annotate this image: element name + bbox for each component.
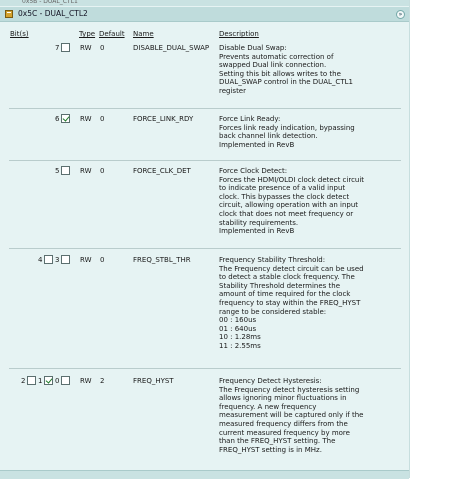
description-line: Implemented in RevB: [219, 227, 295, 236]
field-name: FREQ_HYST: [133, 377, 174, 385]
bit-checkbox[interactable]: [61, 166, 70, 175]
field-name: DISABLE_DUAL_SWAP: [133, 44, 210, 52]
description-line: FREQ_HYST setting is in MHz.: [219, 445, 322, 454]
field-description: [219, 256, 401, 351]
description-line: circuit, allowing operation with an input: [219, 201, 359, 210]
description-line: Prevents automatic correction of: [219, 52, 334, 61]
description-line: stability requirements.: [219, 218, 299, 227]
register-icon: [5, 10, 13, 18]
bit-number: 3: [55, 256, 60, 264]
field-description: [219, 377, 401, 454]
description-line: clock that does not meet frequency or: [219, 209, 354, 218]
description-line: Stability Threshold determines the: [219, 281, 341, 290]
description-line: Frequency Stability Threshold:: [219, 256, 326, 264]
description-line: The Frequency detect hysteresis setting: [219, 385, 360, 394]
description-line: measurement will be captured only if the: [219, 411, 364, 420]
row-separator: [9, 248, 401, 249]
type-cell: RW: [80, 256, 92, 264]
description-line: Forces link ready indication, bypassing: [219, 123, 355, 132]
default-cell: 2: [100, 377, 105, 385]
description-line: Disable Dual Swap:: [219, 44, 287, 52]
bit-checkbox[interactable]: [61, 43, 70, 52]
bit-number: 4: [38, 256, 43, 264]
description-line: Force Link Ready:: [219, 115, 281, 123]
description-line: Forces the HDMI/OLDI clock detect circuit: [219, 175, 365, 184]
bit-number: 2: [21, 377, 26, 385]
bit-number: 6: [55, 115, 60, 123]
description-line: The Frequency detect circuit can be used: [219, 264, 364, 273]
description-line: amount of time required for the clock: [219, 290, 351, 299]
description-line: clock. This bypasses the clock detect: [219, 192, 350, 201]
default-cell: 0: [100, 256, 105, 264]
bit-number: 1: [38, 377, 43, 385]
column-header-default: Default: [99, 30, 125, 38]
description-line: than the FREQ_HYST setting. The: [219, 437, 336, 446]
description-line: Implemented in RevB: [219, 140, 295, 149]
type-cell: RW: [80, 115, 92, 123]
collapse-chevron-icon[interactable]: »: [396, 10, 405, 19]
description-line: DUAL_SWAP control in the DUAL_CTL1: [219, 78, 353, 87]
bit-checkbox[interactable]: [44, 255, 53, 264]
description-line: range to be considered stable:: [219, 307, 327, 316]
description-line: measured frequency differs from the: [219, 419, 348, 428]
description-line: to indicate presence of a valid input: [219, 184, 346, 193]
field-description: [219, 44, 401, 96]
description-line: allows ignoring minor fluctuations in: [219, 394, 347, 403]
field-description: [219, 115, 401, 149]
bit-checkbox[interactable]: [61, 114, 70, 123]
description-line: 10 : 1.28ms: [219, 333, 261, 342]
description-line: Frequency Detect Hysteresis:: [219, 377, 322, 385]
description-line: 00 : 160us: [219, 316, 257, 325]
column-header-name: Name: [133, 30, 154, 38]
default-cell: 0: [100, 167, 105, 175]
bit-checkbox[interactable]: [44, 376, 53, 385]
previous-register-header[interactable]: [0, 0, 409, 6]
description-line: register: [219, 86, 246, 95]
type-cell: RW: [80, 167, 92, 175]
description-line: current measured frequency by more: [219, 428, 350, 437]
register-title: 0x5C - DUAL_CTL2: [18, 9, 88, 18]
bit-checkbox[interactable]: [61, 376, 70, 385]
description-line: frequency to stay within the FREQ_HYST: [219, 298, 361, 307]
previous-register-title: 0x5B - DUAL_CTL1: [22, 0, 78, 5]
field-name: FORCE_LINK_RDY: [133, 115, 194, 123]
description-line: back channel link detection.: [219, 132, 318, 141]
bit-number: 7: [55, 44, 60, 52]
field-name: FREQ_STBL_THR: [133, 256, 191, 264]
bit-checkbox[interactable]: [61, 255, 70, 264]
type-cell: RW: [80, 44, 92, 52]
type-cell: RW: [80, 377, 92, 385]
description-line: frequency. A new frequency: [219, 402, 317, 411]
register-header[interactable]: [0, 7, 409, 22]
column-header-bits: Bit(s): [10, 30, 29, 38]
row-separator: [9, 368, 401, 369]
default-cell: 0: [100, 115, 105, 123]
default-cell: 0: [100, 44, 105, 52]
bit-number: 0: [55, 377, 60, 385]
description-line: 11 : 2.55ms: [219, 341, 261, 350]
column-header-type: Type: [79, 30, 96, 38]
bit-number: 5: [55, 167, 60, 175]
description-line: to detect a stable clock frequency. The: [219, 273, 355, 282]
description-line: swapped Dual link connection.: [219, 61, 327, 70]
field-name: FORCE_CLK_DET: [133, 167, 191, 175]
row-separator: [9, 160, 401, 161]
bit-checkbox[interactable]: [27, 376, 36, 385]
field-description: [219, 167, 401, 236]
column-header-description: Description: [219, 30, 259, 38]
description-line: Force Clock Detect:: [219, 167, 288, 175]
description-line: 01 : 640us: [219, 324, 257, 333]
row-separator: [9, 108, 401, 109]
description-line: Setting this bit allows writes to the: [219, 69, 341, 78]
